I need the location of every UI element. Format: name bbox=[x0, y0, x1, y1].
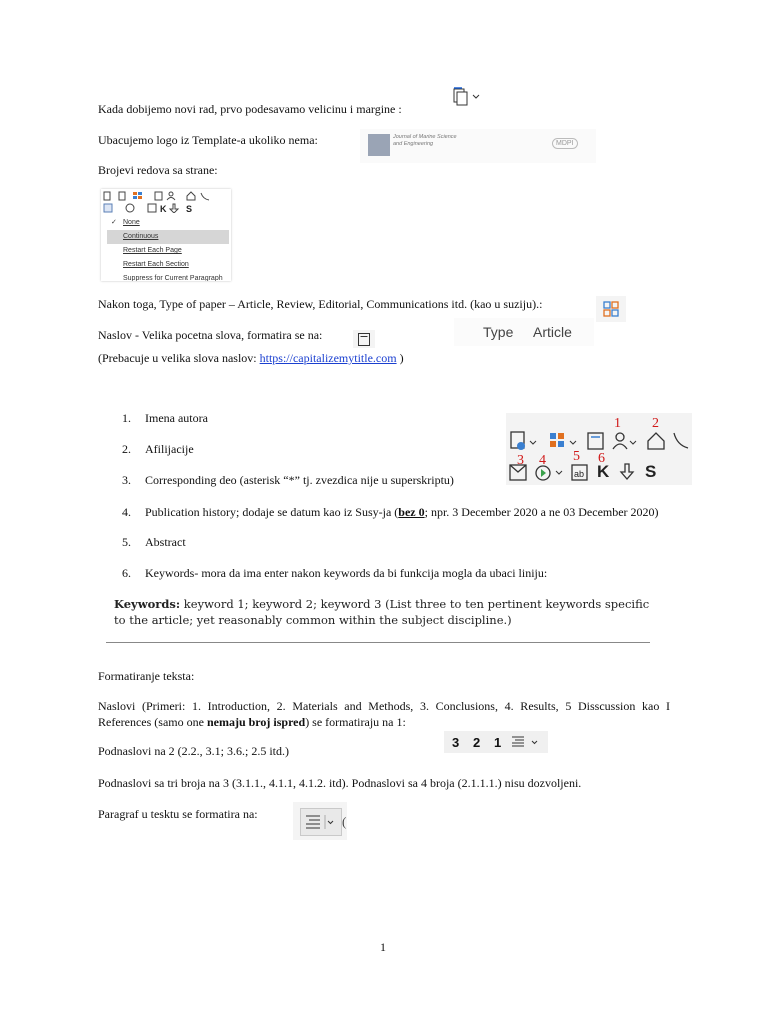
paragraph-headings bbox=[98, 698, 670, 730]
list-text: Abstract bbox=[145, 535, 186, 549]
annotation-number: 4 bbox=[539, 453, 546, 468]
svg-text:K: K bbox=[160, 204, 168, 213]
headings-text-bold: nemaju broj ispred bbox=[206, 715, 306, 729]
s-icon: S bbox=[645, 462, 657, 481]
annotation-number: 6 bbox=[598, 451, 605, 466]
keywords-label: Keywords: bbox=[114, 597, 181, 611]
paragraph-logo: Ubacujemo logo iz Template-a ukoliko nema: bbox=[98, 133, 318, 147]
menu-item-label: Continuous bbox=[123, 233, 159, 240]
type-label: Type bbox=[483, 324, 514, 340]
article-label: Article bbox=[533, 324, 572, 340]
list-text: Imena autora bbox=[145, 411, 208, 425]
headings-text-end: ) se formatiraju na 1: bbox=[305, 715, 406, 729]
paragraph-line-numbers: Brojevi redova sa strane: bbox=[98, 163, 218, 177]
paragraph-page-setup: Kada dobijemo novi rad, prvo podesavamo velicinu i margine : bbox=[98, 102, 402, 116]
line-numbers-menu-screenshot bbox=[101, 189, 231, 281]
paragraph-capitalize bbox=[98, 350, 404, 366]
capitalize-text: (Prebacuje u velika slova naslov: bbox=[98, 351, 260, 365]
title-style-icon bbox=[353, 330, 375, 348]
heading-3-button[interactable]: 3 bbox=[452, 734, 460, 750]
list-item bbox=[122, 472, 454, 488]
list-text: ; npr. 3 December 2020 a ne 03 December 2020) bbox=[424, 505, 659, 519]
keywords-example bbox=[114, 596, 654, 628]
capitalize-link[interactable]: https://capitalizemytitle.com bbox=[259, 351, 397, 365]
menu-item-restart-each-section[interactable] bbox=[107, 258, 229, 272]
list-number: 2. bbox=[122, 442, 131, 456]
checkmark-icon: ✓ bbox=[111, 219, 117, 226]
template-logo-image bbox=[360, 129, 596, 163]
paragraph-style-button[interactable] bbox=[300, 808, 342, 836]
list-text-bold: bez 0 bbox=[398, 505, 425, 519]
list-number: 4. bbox=[122, 505, 131, 519]
menu-item-label: Restart Each Section bbox=[123, 261, 189, 268]
list-item bbox=[122, 565, 547, 581]
menu-item-none[interactable] bbox=[107, 216, 229, 230]
page-number: 1 bbox=[380, 940, 386, 954]
heading-styles-toolbar bbox=[444, 731, 548, 753]
mdpi-toolbar-screenshot bbox=[506, 413, 692, 485]
paragraph-subheadings-3: Podnaslovi sa tri broja na 3 (3.1.1., 4.1.1, 4.1.2. itd). Podnaslovi sa 4 broja (2.1.1.1.) nisu dozvoljeni. bbox=[98, 776, 582, 790]
annotation-number: 1 bbox=[614, 416, 621, 431]
ribbon-row-1 bbox=[103, 191, 229, 203]
mdpi-logo: MDPI bbox=[552, 138, 578, 149]
heading-1-button[interactable]: 1 bbox=[494, 734, 502, 750]
journal-logo-text: Journal of Marine Science and Engineering bbox=[393, 134, 457, 147]
svg-text:ab: ab bbox=[574, 469, 585, 479]
list-text: Publication history; dodaje se datum kao iz Susy-ja ( bbox=[145, 505, 399, 519]
list-text: Afilijacije bbox=[145, 442, 194, 456]
menu-item-restart-each-page[interactable] bbox=[107, 244, 229, 258]
line-numbers-dropdown bbox=[107, 216, 229, 281]
menu-item-label: Restart Each Page bbox=[123, 247, 182, 254]
list-item bbox=[122, 504, 659, 520]
annotation-number: 5 bbox=[573, 449, 580, 464]
list-item bbox=[122, 441, 194, 457]
list-text: Keywords- mora da ima enter nakon keywords da bi funkcija mogla da ubaci liniju: bbox=[145, 566, 548, 580]
ribbon-row-2 bbox=[103, 203, 229, 215]
paragraph-style-paren: ( bbox=[342, 814, 347, 829]
svg-text:S: S bbox=[186, 204, 194, 213]
k-icon: K bbox=[597, 462, 610, 481]
page-setup-icon bbox=[446, 72, 494, 116]
list-item bbox=[122, 410, 208, 426]
capitalize-text-end: ) bbox=[396, 351, 404, 365]
paragraph-formatting-heading: Formatiranje teksta: bbox=[98, 669, 195, 683]
paragraph-style-icon bbox=[512, 736, 542, 748]
type-of-paper-icon bbox=[596, 296, 626, 322]
list-number: 6. bbox=[122, 566, 131, 580]
annotation-number: 3 bbox=[517, 453, 524, 468]
list-number: 1. bbox=[122, 411, 131, 425]
paragraph-type-of-paper: Nakon toga, Type of paper – Article, Review, Editorial, Communications itd. (kao u suziju).: bbox=[98, 297, 543, 311]
keywords-text: keyword 1; keyword 2; keyword 3 (List three to ten pertinent keywords specific to the article; yet reasonably common within the subject discipline.) bbox=[114, 597, 650, 627]
menu-item-label: Suppress for Current Paragraph bbox=[123, 275, 223, 281]
menu-item-label: None bbox=[123, 219, 140, 226]
list-number: 5. bbox=[122, 535, 131, 549]
paragraph-subheadings-2: Podnaslovi na 2 (2.2., 3.1; 3.6.; 2.5 itd.) bbox=[98, 744, 289, 758]
annotation-number: 2 bbox=[652, 416, 659, 431]
type-article-sample bbox=[454, 318, 594, 346]
keywords-divider bbox=[106, 642, 650, 643]
paragraph-body-text: Paragraf u tesktu se formatira na: bbox=[98, 807, 258, 821]
menu-item-suppress[interactable] bbox=[107, 272, 229, 281]
list-text: Corresponding deo (asterisk “*” tj. zvezdica nije u superskriptu) bbox=[145, 473, 454, 487]
paragraph-title: Naslov - Velika pocetna slova, formatira se na: bbox=[98, 328, 323, 342]
menu-item-continuous[interactable] bbox=[107, 230, 229, 244]
journal-logo-icon bbox=[368, 134, 390, 156]
list-item bbox=[122, 534, 186, 550]
headings-text: Naslovi (Primeri: 1. Introduction, 2. Materials and Methods, 3. Conclusions, 4. Results, 5 Disscussion kao I References (samo one bbox=[98, 699, 670, 729]
list-number: 3. bbox=[122, 473, 131, 487]
heading-2-button[interactable]: 2 bbox=[473, 734, 481, 750]
